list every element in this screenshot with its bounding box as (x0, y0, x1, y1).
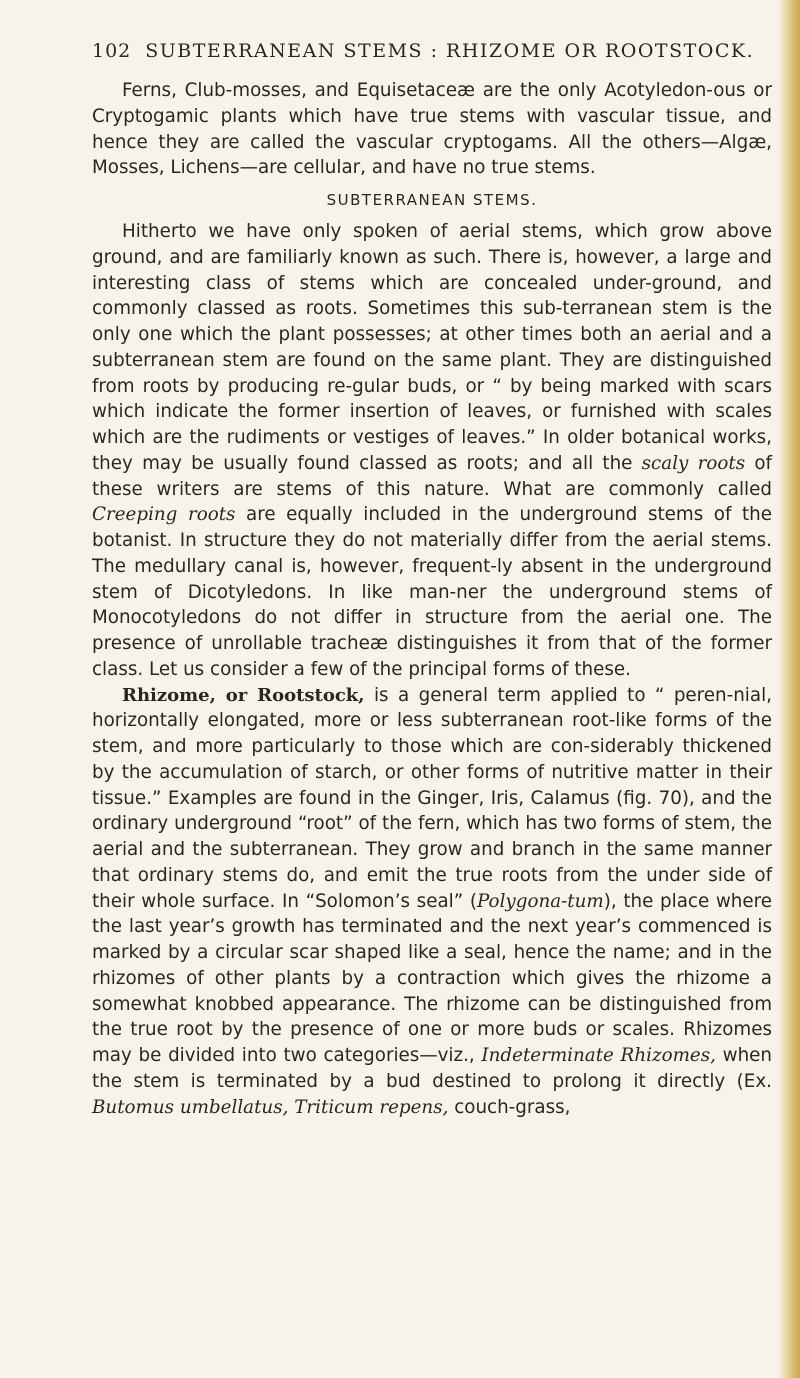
text-span: ), the place where the last year’s growth has terminated and the next year’s commenced is marked by a circular scar shaped like a seal, hence the name; and in the rhizomes of other plants by a contraction which gives the rhizome a somewhat knobbed appearance. The rhizome can be distinguished from the true root by the presence of one or more buds or scales. Rhizomes may be divided into two categories—viz., (92, 890, 772, 1066)
running-title: SUBTERRANEAN STEMS : RHIZOME OR ROOTSTOCK. (145, 40, 755, 62)
italic-term: Polygona-tum (477, 890, 604, 912)
italic-term: Indeterminate Rhizomes, (481, 1045, 716, 1066)
bold-term: Rhizome, or Rootstock, (122, 684, 365, 706)
italic-term: Butomus umbellatus, Triticum repens, (92, 1096, 449, 1118)
book-page (92, 40, 772, 1120)
paragraph-subterranean (92, 219, 772, 683)
text-span: when the stem is terminated by a bud destined to prolong it directly (Ex. (92, 1045, 773, 1092)
running-header (92, 40, 772, 62)
page-number: 102 (92, 40, 132, 62)
paragraph-rhizome (92, 683, 772, 1121)
italic-term: scaly roots (641, 452, 746, 474)
section-heading: SUBTERRANEAN STEMS. (326, 191, 538, 209)
text-span: Hitherto we have only spoken of aerial stems, which grow above ground, and are familiarly known as such. There is, however, a large and interesting class of stems which are concealed under-ground, and commonly classed as roots. Sometimes this sub-terranean stem is the only one which the plant possesses; at other times both an aerial and a subterranean stem are found on the same plant. They are distinguished from roots by producing re-gular buds, or “ by being marked with scars which indicate the former insertion of leaves, or furnished with scales which are the rudiments or vestiges of leaves.” In older botanical works, they may be usually found classed as roots; and all the (92, 221, 772, 474)
text-span: of these writers are stems of this nature. What are commonly called (92, 452, 772, 500)
text-span: is a general term applied to “ peren-nial, horizontally elongated, more or less subterranean root-like forms of the stem, and more particularly to those which are con-siderably thickened by the accumulation of starch, or other forms of nutritive matter in their tissue.” Examples are found in the Ginger, Iris, Calamus (fig. 70), and the ordinary underground “root” of the fern, which has two forms of stem, the aerial and the subterranean. They grow and branch in the same manner that ordinary stems do, and emit the true roots from the under side of their whole surface. In “Solomon’s seal” ( (92, 684, 772, 912)
text-span: are equally included in the underground stems of the botanist. In structure they do not materially differ from the aerial stems. The medullary canal is, however, frequent-ly absent in the underground stem of Dicotyledons. In like man-ner the underground stems of Monocotyledons do not differ in structure from the aerial one. The presence of unrollable tracheæ distinguishes it from that of the former class. Let us consider a few of the principal forms of these. (92, 504, 772, 680)
italic-term: Creeping roots (92, 504, 236, 526)
intro-paragraph: Ferns, Club-mosses, and Equisetaceæ are the only Acotyledon-ous or Cryptogamic plants which have true stems with vascular tissue, and hence they are called the vascular cryptogams. All the others—Algæ, Mosses, Lichens—are cellular, and have no true stems. (92, 80, 772, 179)
text-span: couch-grass, (448, 1096, 571, 1118)
page-edge (778, 0, 800, 1378)
